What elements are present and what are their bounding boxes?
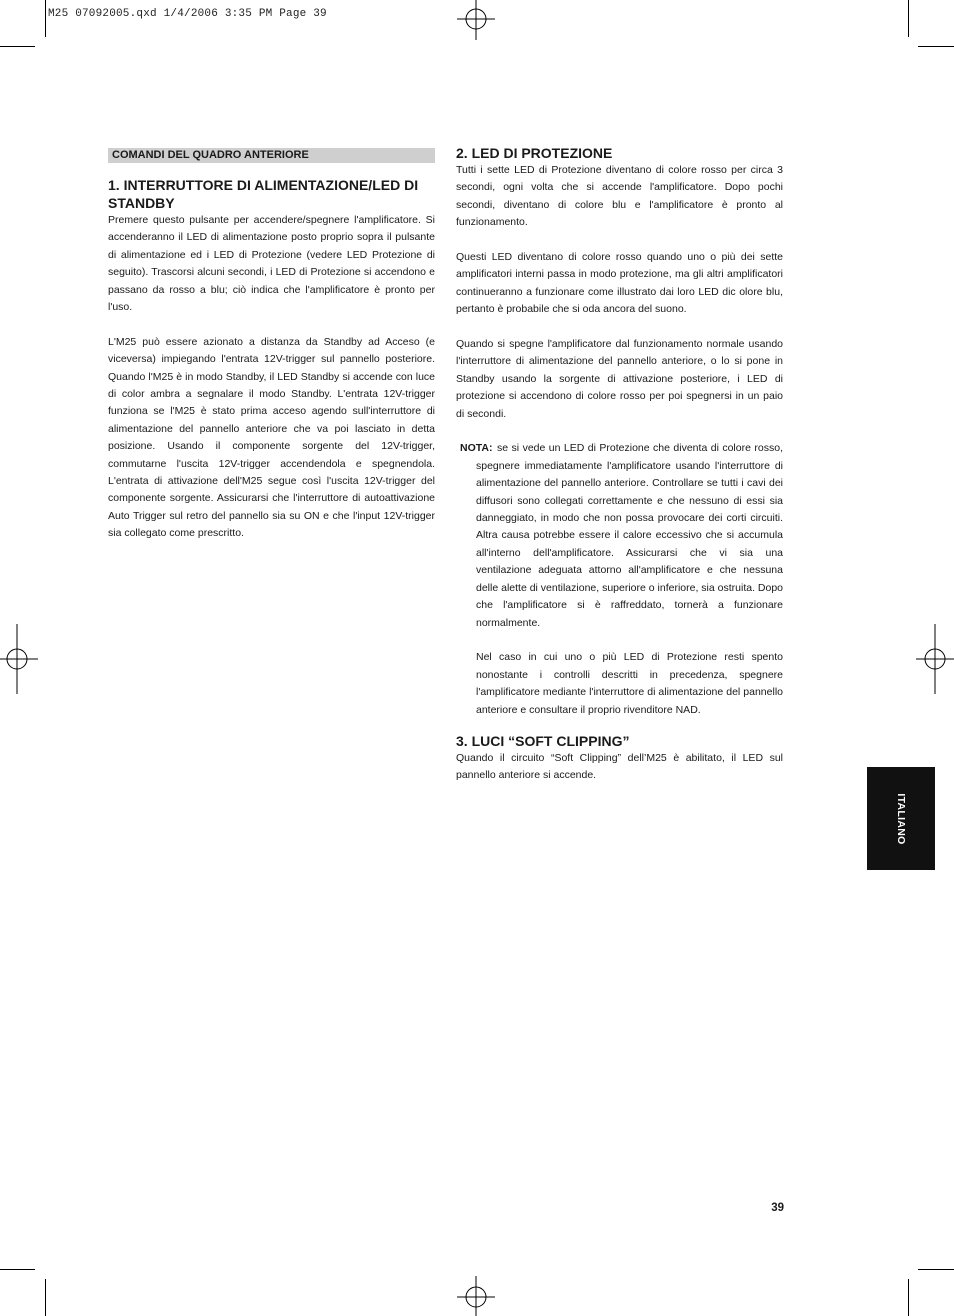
- registration-mark-top: [455, 0, 497, 42]
- heading-power-standby: 1. INTERRUTTORE DI ALIMENTAZIONE/LED DI STANDBY: [108, 177, 419, 211]
- crop-mark: [0, 1269, 35, 1270]
- paragraph: L'M25 può essere azionato a distanza da Standby ad Acceso (e viceversa) impiegando l'entrata 12V-trigger sul pannello posteriore. Quando l'M25 è in modo Standby, il LED Standby si accende con luce di color ambra a segnalare il modo Standby. L'entrata 12V-trigger funziona se l'M25 è stato prima acceso agendo sull'interruttore di alimentazione del pannello anteriore che va poi lasciato in detta posizione. Usando il componente sorgente del 12V-trigger, commutarne l'uscita 12V-trigger accendendola e spegnendola. L'entrata di attivazione dell'M25 segue così l'uscita 12V-trigger del componente sorgente. Assicurarsi che l'interruttore di autoattivazione Auto Trigger sul retro del pannello sia su ON e che l'input 12V-trigger sia collegato come prescritto.: [108, 335, 435, 540]
- paragraph: Quando il circuito “Soft Clipping” dell’M25 è abilitato, il LED sul pannello anteriore si accende.: [456, 751, 783, 782]
- heading-protection-led: 2. LED DI PROTEZIONE: [456, 145, 613, 161]
- paragraph: Quando si spegne l'amplificatore dal funzionamento normale usando l'interruttore di alimentazione del pannello anteriore, o lo si pone in Standby usando la sorgente di attivazione posteriore, i LED di protezione si accendono di colore rosso per poi spegnersi in un paio di secondi.: [456, 338, 783, 420]
- left-column: [108, 148, 435, 543]
- registration-mark-bottom: [455, 1274, 497, 1316]
- note-text: se si vede un LED di Protezione che diventa di colore rosso, spegnere immediatamente l'amplificatore usando l'interruttore di alimentazione del pannello anteriore. Controllare se tutti i cavi dei diffusori sono collegati correttamente e che nessuno di essi sia danneggiato, in modo che non possa provocare dei corti circuiti. Altra causa potrebbe essere il calore eccessivo che si accumula all'interno dell'amplificatore. Assicurarsi che vi sia una ventilazione adeguata attorno all'amplificatore e che nessuna delle alette di ventilazione, superiore o inferiore, sia ostruita. Dopo che l'amplificatore si è raffreddato, tornerà a funzionare normalmente.: [476, 442, 784, 629]
- heading-soft-clipping: 3. LUCI “SOFT CLIPPING”: [456, 732, 630, 749]
- note-label: NOTA:: [460, 442, 493, 455]
- registration-mark-left: [0, 624, 40, 694]
- section-title-bar: COMANDI DEL QUADRO ANTERIORE: [108, 148, 435, 163]
- crop-mark: [0, 46, 35, 47]
- crop-mark: [908, 0, 909, 37]
- language-tab: [867, 767, 935, 870]
- note-text: Nel caso in cui uno o più LED di Protezione resti spento nonostante i controlli descritti in precedenza, spegnere l'amplificatore mediante l'interruttore di alimentazione del pannello anteriore e consultare il proprio rivenditore NAD.: [476, 651, 783, 716]
- page-number: 39: [771, 1202, 784, 1214]
- crop-mark: [918, 1269, 954, 1270]
- paragraph: Premere questo pulsante per accendere/spegnere l'amplificatore. Si accenderanno il LED di alimentazione posto proprio sopra il pulsante di alimentazione ed i LED di Protezione (vedere LED Protezione di seguito). Trascorsi alcuni secondi, i LED di Protezione si accendono e passano da rosso a blu; ciò indica che l'amplificatore è pronto per l'uso.: [108, 214, 435, 314]
- crop-mark: [908, 1279, 909, 1316]
- note-block: [456, 440, 783, 718]
- crop-mark: [45, 1279, 46, 1316]
- paragraph: Tutti i sette LED di Protezione diventano di colore rosso per circa 3 secondi, ogni volta che si accende l'amplificatore. Dopo pochi secondi, diventano di colore blu e l'amplificatore è pronto al funzionamento.: [456, 164, 783, 229]
- language-tab-label: ITALIANO: [895, 792, 907, 845]
- crop-mark: [918, 46, 954, 47]
- registration-mark-right: [914, 624, 954, 694]
- print-slug-line: M25 07092005.qxd 1/4/2006 3:35 PM Page 39: [48, 8, 327, 20]
- paragraph: Questi LED diventano di colore rosso quando uno o più dei sette amplificatori interni passa in modo protezione, ma gli altri amplificatori continueranno a funzionare come illustrato dai loro LED dic olore blu, pertanto è probabile che si oda ancora del suono.: [456, 251, 783, 316]
- crop-mark: [45, 0, 46, 37]
- right-column: [456, 144, 783, 785]
